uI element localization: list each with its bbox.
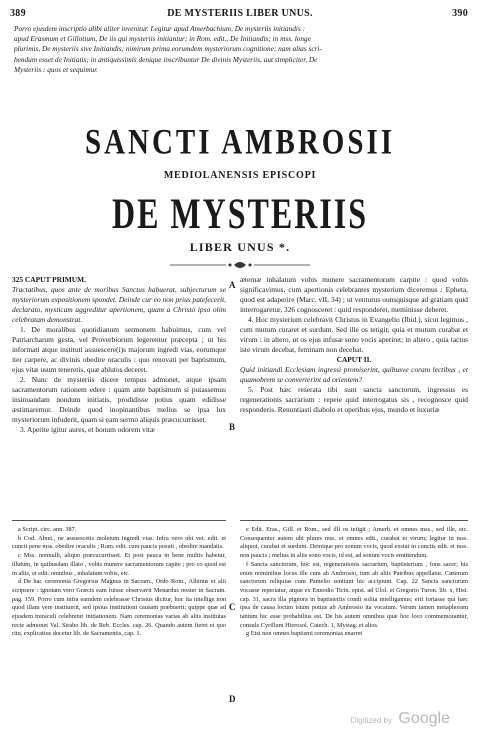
intro-line: Mysteriis : quos et sequimur. xyxy=(14,64,99,74)
paragraph: 2. Nunc de mysteriis dicere tempus admonet, atque ipsam sacramentorum rationem edere : quam ante baptismum si putassemus insinuandam nondum initiatis, prodidisse potius quam edidisse æstimaremur. Deinde quod inopinantibus melius se ipsa lux mysteriorum infuderit, quam si eam sermo aliquis præcucurrisset. xyxy=(12,375,226,424)
footnotes-right xyxy=(240,526,468,639)
intro-line: Porro ejusdem inscriptio alibi aliter invenitur. Legitur apud Amerbachium, De mysteriis initiandis : xyxy=(14,24,306,33)
chapter-heading: 325 CAPUT PRIMUM. xyxy=(12,275,86,284)
intro-line: apud Erasmum et Gillotium, De iis qui mysteriis initiantur; in Rom. edit., De Initiandis; in mss. longe xyxy=(14,34,311,44)
left-column xyxy=(12,275,226,435)
digitized-watermark xyxy=(351,710,450,728)
footnote: b Cod. Alnet., ne assuescetis moletum ingredi vias. Infra vero ubi vet. edit. et cuncti pene mss. obedire oraculis ; Rom. edit. cum paucis posuit , obedire mandatis. xyxy=(12,534,226,551)
paragraph: 4. Hoc mysterium celebravit Christus in Evangelio (Ibid.), sicut legimus , cum mutum curaret et surdum. Sed ille os tetigit; quia et mutum curabat et virum : in altero, ut os ejus infusæ sono vocis aperiret; in altero , quia tactus iste virum decebat, feminam non decebat. xyxy=(240,315,468,354)
footnote: d De hac ceremonia Gregorius Magnus in Sacram., Ordo Rom., Albinus et alii scripsere : ignotam vero Græcis eam fuisse observavit Menardus noster in Sacram. pag. 159. Porro cum infra eamdem celebrasse Christus dicitur, hoc ita intellige non quod illam vere instituerit, sed ipsius institutioni causam præbuerit; quippe quæ ad ejusdem miraculi celebretur initiationem. Nam ceremonias varias ab aliis institutas recte admonet Val. Strabo lib. de Reb. Eccles. cap. 26. Quando autem fieret et quo ritu, explicatius docetur lib. de Sacramentis, cap. 1. xyxy=(12,578,226,638)
google-logo: Google xyxy=(398,710,450,727)
footnote: a Script. circ. ann. 387. xyxy=(18,526,77,533)
paragraph: 3. Aperite igitur aures, et bonum odorem vitæ xyxy=(20,425,155,434)
title-book: LIBER UNUS *. xyxy=(189,240,291,254)
footnote: f Sancta sanctorum, hoc est, regenerationis sacrarium, baptisterium , fons sacer; his enim nominibus locus ille cum ab Ambrosio, tum ab aliis Patribus appellatur. Cæterum sanctorum reliquias cum Pamelio sentiunt hic accipiunt. Cap. 22 Sancta sanctorum vocasse reperiatur, atque ex Ennodio Ticin. epist. ad Ulol. et Gregorio Turon. lib. x, Hist. cap. 31, sacra illa pignora in baptisteriis condi solita intelligamus; erit fortasse qui hæc ipsa de causa locum istum potius ab Ambrosio ita vocatum. Verum tamen metaphoram tantum hic esse probabilius est. De his autem omnibus quæ hoc loco commemorantur, consule Cyrillum Hierosol. Catech. 1, Mystag. et alios. xyxy=(240,560,468,629)
intro-line: bendum esset de Initiatis; in antiquissimis denique inscribuntur De divinis Mysteriis, aut simpliciter, De xyxy=(14,54,318,64)
intro-note xyxy=(14,24,468,75)
chapter-summary: Quid initiandi Ecclesiam ingressi promiserint, quibusve coram lectibus , et quamobrem se converterint ad orientem? xyxy=(240,365,468,384)
margin-mark: D xyxy=(229,694,236,704)
running-head xyxy=(0,8,480,22)
margin-mark: A xyxy=(229,280,236,290)
ornament-divider xyxy=(160,259,320,271)
running-title: DE MYSTERIIS LIBER UNUS. xyxy=(167,8,313,19)
footnote: e Edit. Eras., Gill. et Rom., sed illi os tetigit ; Amerb. et omnes mss., sed ille, etc. Consequenter autem ubi plures mss. et omnes edit., curabat et virum; legitur in mss. aliquot, curabat et surdum. Deinique pro sonum vocis, quod exstat in cunctis edit. et mss. non paucis ; melius in aliis sono vocis, id est, ad sonum vocis emittendum. xyxy=(240,526,468,560)
margin-mark: B xyxy=(229,422,236,432)
page-number-left: 389 xyxy=(10,8,26,19)
paragraph: 1. De moralibus quotidianum sermonem habuimus, cum vel Patriarcharum gesta, vel Proverbiorum legerentur præcepta ; ut his informati atque instituti assuescere(i)s majorum ingredi vias, eorumque iter carpere, ac divinis obedire oraculis : quo renovati per baptismum, ejus vitæ usum teneretis, quæ ablutos deceret. xyxy=(12,325,226,374)
page-number-right: 390 xyxy=(452,8,468,19)
chapter-summary: Tractatibus, quos ante de moribus Sanctus habuerat, subjecturum se mysteriorum expositionem spondet. Deinde cur eo non prius patefecerit, declarato, mysticam aggreditur apertionem, quam a Christo ipso olim celebratam demonstrat. xyxy=(12,285,226,324)
right-column xyxy=(240,275,468,415)
intro-line: plurimis, De mysteriis sive Initiandis; nimirum prima eorumdem mysteriorum cognitione; nam alias scri- xyxy=(14,44,322,54)
paragraph: æternæ inhalatum vobis munere sacramentorum carpite : quod vobis significavimus, cum apertionis celebrantes mysterium diceremus : Epheta, quod est adaperire (Marc. vII, 34) ; ut venturus ounsquisque ad gratiam quid interrogaretur, 326 cognosceret : quid responderet, meminisse deberet. xyxy=(240,275,468,314)
chapter-heading: CAPUT II. xyxy=(336,355,372,364)
margin-mark: C xyxy=(229,602,236,612)
title-epithet: MEDIOLANENSIS EPISCOPI xyxy=(163,170,317,181)
footnotes-left xyxy=(12,526,226,639)
footnote: c Mss. nonnulli, aliquo præcucurrisset. Et post pauca in bene multis habetur, illutum, in quibusdam illato , vobis munere sacramentorum capite ; pro co quod est in aliis, et edit. omnibus , inhalatum vobis, etc. xyxy=(12,552,226,577)
title-author: SANCTI AMBROSII xyxy=(84,122,396,162)
title-work: DE MYSTERIIS xyxy=(111,188,369,238)
paragraph: 5. Post hæc reserata tibi sunt sancta sanctorum, ingressus es regenerationis sacrarium : repete quid interrogatus sis , recognosce quid responderis. Renuntiasti diabolo et operibus ejus, mundo et luxuriæ xyxy=(240,385,468,414)
digitized-label: Digitized by xyxy=(350,716,392,725)
footnote-rule xyxy=(12,520,226,521)
footnote-rule xyxy=(240,520,468,521)
footnote: g Etsi non omnes baptismi ceremonias enarret xyxy=(246,630,363,638)
